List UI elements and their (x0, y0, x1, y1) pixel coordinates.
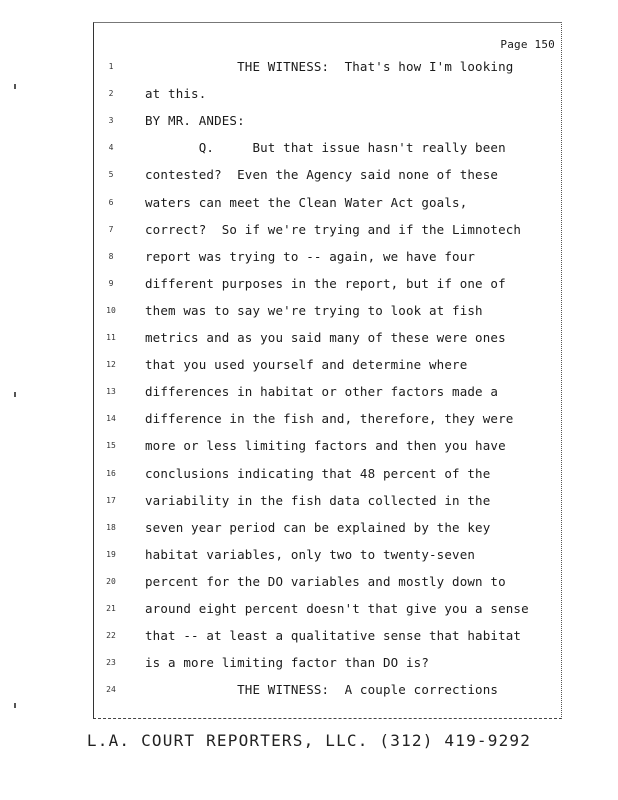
transcript-line (94, 113, 561, 140)
transcript-line (94, 222, 561, 249)
line-text: correct? So if we're trying and if the Limnotech (145, 221, 522, 237)
transcript-line (94, 655, 561, 682)
line-number: 4 (108, 143, 114, 153)
line-number: 19 (106, 549, 116, 559)
line-text: at this. (145, 86, 207, 102)
transcript-line (94, 195, 561, 222)
transcript-line (94, 357, 561, 384)
line-number: 20 (106, 576, 116, 586)
line-number: 7 (108, 224, 114, 234)
page-number: Page 150 (500, 38, 555, 51)
line-number: 24 (106, 685, 116, 695)
line-number: 18 (106, 522, 116, 532)
line-number: 16 (106, 468, 116, 478)
line-number: 14 (106, 414, 116, 424)
line-text: seven year period can be explained by the key (145, 519, 491, 535)
line-text: that you used yourself and determine where (145, 357, 468, 373)
line-text: percent for the DO variables and mostly down to (145, 573, 506, 589)
margin-mark (14, 392, 16, 397)
line-text: BY MR. ANDES: (145, 113, 245, 129)
line-number: 23 (106, 658, 116, 668)
transcript-line (94, 438, 561, 465)
line-text: differences in habitat or other factors made a (145, 384, 499, 400)
transcript-line (94, 547, 561, 574)
transcript-line (94, 601, 561, 628)
line-text: difference in the fish and, therefore, they were (145, 411, 514, 427)
transcript-line (94, 493, 561, 520)
line-text: them was to say we're trying to look at fish (145, 302, 483, 318)
line-text: Q. But that issue hasn't really been (145, 140, 506, 156)
line-number: 17 (106, 495, 116, 505)
line-text: report was trying to -- again, we have four (145, 248, 476, 264)
line-text: habitat variables, only two to twenty-seven (145, 546, 476, 562)
line-number: 15 (106, 441, 116, 451)
line-number: 13 (106, 387, 116, 397)
transcript-line (94, 411, 561, 438)
margin-mark (14, 84, 16, 89)
line-number: 22 (106, 631, 116, 641)
line-number: 6 (108, 197, 114, 207)
transcript-line (94, 520, 561, 547)
transcript-line (94, 682, 561, 709)
transcript-line (94, 574, 561, 601)
line-text: more or less limiting factors and then you have (145, 438, 506, 454)
line-text: metrics and as you said many of these were ones (145, 330, 506, 345)
transcript-line (94, 628, 561, 655)
line-text: waters can meet the Clean Water Act goals, (145, 194, 468, 210)
transcript-line (94, 167, 561, 194)
transcript-line (94, 330, 561, 357)
line-text: around eight percent doesn't that give you a sense (145, 601, 529, 616)
line-text: contested? Even the Agency said none of these (145, 167, 499, 183)
margin-mark (14, 703, 16, 708)
transcript-line (94, 466, 561, 493)
line-number: 8 (108, 251, 114, 261)
line-number: 5 (108, 170, 114, 180)
court-reporter-footer: L.A. COURT REPORTERS, LLC. (312) 419-9292 (86, 731, 532, 750)
line-text: different purposes in the report, but if one of (145, 275, 506, 291)
line-number: 3 (108, 116, 114, 126)
transcript-page (93, 22, 562, 719)
line-number: 12 (106, 360, 116, 370)
line-number: 2 (108, 89, 114, 99)
transcript-line (94, 59, 561, 86)
transcript-line (94, 303, 561, 330)
line-text: that -- at least a qualitative sense that habitat (145, 628, 522, 644)
line-number: 1 (108, 62, 114, 71)
transcript-line (94, 140, 561, 167)
line-number: 11 (106, 333, 116, 342)
transcript-line (94, 86, 561, 113)
line-number: 9 (108, 278, 114, 288)
transcript-line (94, 249, 561, 276)
line-text: is a more limiting factor than DO is? (145, 655, 429, 671)
line-text: conclusions indicating that 48 percent of the (145, 465, 491, 481)
line-text: THE WITNESS: A couple corrections (145, 682, 499, 698)
transcript-line (94, 384, 561, 411)
line-number: 21 (106, 604, 116, 613)
line-text: variability in the fish data collected in the (145, 492, 491, 508)
line-number: 10 (106, 305, 116, 315)
transcript-line (94, 276, 561, 303)
line-text: THE WITNESS: That's how I'm looking (145, 59, 514, 74)
